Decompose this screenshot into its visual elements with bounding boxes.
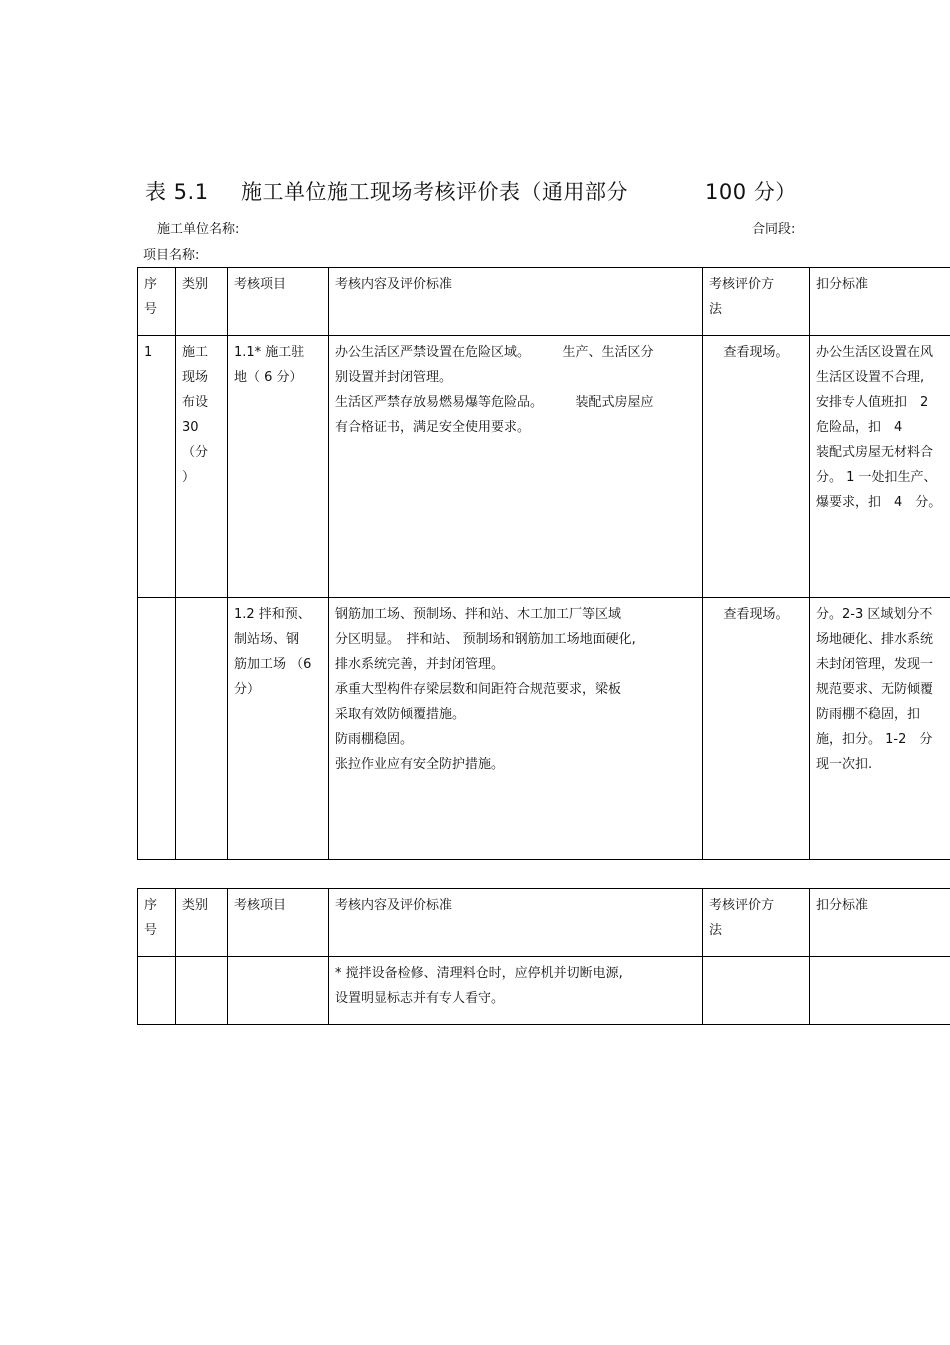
- header-deduction: 扣分标准: [810, 889, 950, 957]
- row-item: 1.2 拌和预、 制站场、钢 筋加工场 （6 分）: [228, 598, 329, 860]
- row-content: 钢筋加工场、预制场、拌和站、木工加工厂等区域 分区明显。 拌和站、 预制场和钢筋加工场地面硬化, 排水系统完善，并封闭管理。 承重大型构件存梁层数和间距符合规范要求，梁板 采取有效防倾覆措施。 防雨棚稳固。 张拉作业应有安全防护措施。: [329, 598, 703, 860]
- row-deduction: 分。2-3 区域划分不 场地硬化、排水系统 未封闭管理，发现一 规范要求、无防倾覆 防雨棚不稳固，扣 施，扣分。 1-2 分 现一次扣.: [810, 598, 950, 860]
- header-category: 类别: [176, 268, 228, 336]
- row-method: 查看现场。: [703, 336, 810, 598]
- unit-name-label: 施工单位名称:: [157, 222, 240, 237]
- contract-section-label: 合同段:: [752, 222, 796, 237]
- table-title-main: 施工单位施工现场考核评价表（通用部分: [241, 180, 628, 204]
- header-item: 考核项目: [228, 889, 329, 957]
- evaluation-table: [137, 267, 950, 860]
- header-content: 考核内容及评价标准: [329, 889, 703, 957]
- row-seq: [138, 598, 176, 860]
- row-content: 办公生活区严禁设置在危险区域。 生产、生活区分 别设置并封闭管理。 生活区严禁存放易燃易爆等危险品。 装配式房屋应 有合格证书，满足安全使用要求。: [329, 336, 703, 598]
- row-category: [176, 957, 228, 1025]
- row-category: [176, 598, 228, 860]
- table-header-row: [138, 889, 950, 957]
- header-method: 考核评价方 法: [703, 268, 810, 336]
- row-seq: [138, 957, 176, 1025]
- row-item: 1.1* 施工驻 地（ 6 分）: [228, 336, 329, 598]
- table-row: [138, 598, 950, 860]
- table-title-score: 100 分）: [705, 180, 797, 204]
- row-seq: 1: [138, 336, 176, 598]
- row-deduction: 办公生活区设置在风 生活区设置不合理, 安排专人值班扣 2 危险品，扣 4 装配式房屋无材料合 分。 1 一处扣生产、 爆要求，扣 4 分。: [810, 336, 950, 598]
- row-method: [703, 957, 810, 1025]
- row-item: [228, 957, 329, 1025]
- row-content: * 搅拌设备检修、清理料仓时，应停机并切断电源, 设置明显标志并有专人看守。: [329, 957, 703, 1025]
- row-method: 查看现场。: [703, 598, 810, 860]
- header-deduction: 扣分标准: [810, 268, 950, 336]
- row-deduction: [810, 957, 950, 1025]
- project-name-label: 项目名称:: [143, 248, 200, 263]
- header-seq: 序 号: [138, 889, 176, 957]
- header-method: 考核评价方 法: [703, 889, 810, 957]
- table-row: [138, 957, 950, 1025]
- table-number: 表 5.1: [145, 180, 209, 204]
- header-item: 考核项目: [228, 268, 329, 336]
- row-category: 施工 现场 布设 30 （分 ）: [176, 336, 228, 598]
- header-category: 类别: [176, 889, 228, 957]
- evaluation-table-continued: [137, 888, 950, 1025]
- table-row: [138, 336, 950, 598]
- table-header-row: [138, 268, 950, 336]
- header-seq: 序 号: [138, 268, 176, 336]
- header-content: 考核内容及评价标准: [329, 268, 703, 336]
